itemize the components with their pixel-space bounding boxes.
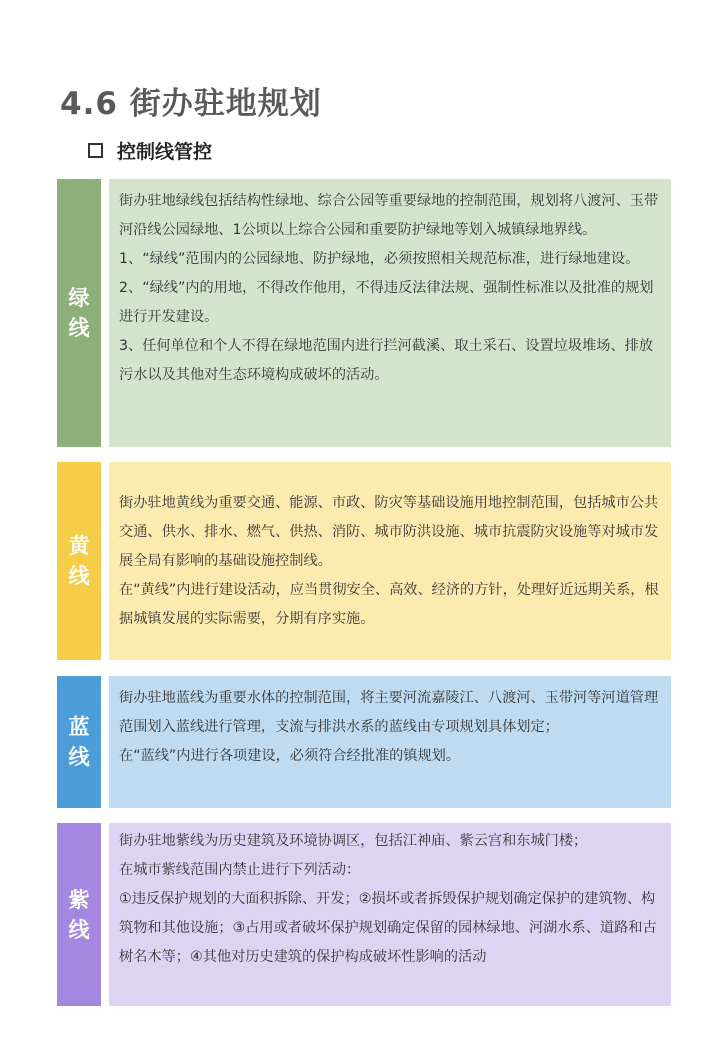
section-subtitle — [88, 136, 212, 164]
purple-paragraph-3: ①违反保护规划的大面积拆除、开发；②损坏或者拆毁保护规划确定保护的建筑物、构筑物和其他设施；③占用或者破坏保护规划确定保留的园林绿地、河湖水系、道路和古树名木等；④其他对历史建筑的保护构成破坏性影响的活动 — [119, 891, 657, 965]
purple-tag-char-2: 线 — [68, 917, 90, 942]
green-paragraph-1: 街办驻地绿线包括结构性绿地、综合公园等重要绿地的控制范围，规划将八渡河、玉带河沿线公园绿地、1公顷以上综合公园和重要防护绿地等划入城镇绿地界线。 — [119, 193, 659, 238]
purple-line-content — [109, 823, 671, 1006]
checkbox-icon — [88, 143, 103, 158]
purple-tag-char-1: 紫 — [68, 887, 90, 912]
green-tag-char-1: 绿 — [68, 286, 90, 310]
blue-paragraph-2: 在“蓝线”内进行各项建设，必须符合经批准的镇规划。 — [119, 748, 461, 764]
yellow-line-tag — [57, 462, 101, 660]
purple-line-tag — [57, 823, 101, 1006]
green-line-content — [109, 179, 671, 447]
blue-line-content — [109, 676, 671, 808]
yellow-paragraph-2: 在“黄线”内进行建设活动，应当贯彻安全、高效、经济的方针，处理好近远期关系，根据城镇发展的实际需要，分期有序实施。 — [119, 582, 659, 627]
blue-tag-char-2: 线 — [68, 745, 90, 769]
purple-line-section — [57, 823, 671, 1006]
yellow-line-section — [57, 462, 671, 660]
subtitle-text: 控制线管控 — [117, 140, 213, 163]
green-line-section — [57, 179, 671, 447]
page-title: 4.6 街办驻地规划 — [60, 86, 322, 122]
blue-tag-char-1: 蓝 — [68, 715, 90, 739]
yellow-tag-char-1: 黄 — [68, 534, 90, 558]
green-tag-char-2: 线 — [68, 316, 90, 340]
green-paragraph-2: 1、“绿线”范围内的公园绿地、防护绿地，必须按照相关规范标准，进行绿地建设。 — [119, 251, 640, 267]
blue-line-section — [57, 676, 671, 808]
purple-paragraph-1: 街办驻地紫线为历史建筑及环境协调区，包括江神庙、紫云宫和东城门楼； — [119, 833, 588, 849]
yellow-line-content — [109, 462, 671, 660]
green-paragraph-4: 3、任何单位和个人不得在绿地范围内进行拦河截溪、取土采石、设置垃圾堆场、排放污水以及其他对生态环境构成破坏的活动。 — [119, 338, 653, 383]
green-line-tag — [57, 179, 101, 447]
green-paragraph-3: 2、“绿线”内的用地，不得改作他用，不得违反法律法规、强制性标准以及批准的规划进行开发建设。 — [119, 280, 654, 325]
yellow-tag-char-2: 线 — [68, 564, 90, 588]
blue-paragraph-1: 街办驻地蓝线为重要水体的控制范围，将主要河流嘉陵江、八渡河、玉带河等河道管理范围划入蓝线进行管理，支流与排洪水系的蓝线由专项规划具体划定； — [119, 690, 659, 735]
purple-paragraph-2: 在城市紫线范围内禁止进行下列活动： — [119, 862, 361, 878]
blue-line-tag — [57, 676, 101, 808]
yellow-paragraph-1: 街办驻地黄线为重要交通、能源、市政、防灾等基础设施用地控制范围，包括城市公共交通、供水、排水、燃气、供热、消防、城市防洪设施、城市抗震防灾设施等对城市发展全局有影响的基础设施控制线。 — [119, 495, 659, 569]
